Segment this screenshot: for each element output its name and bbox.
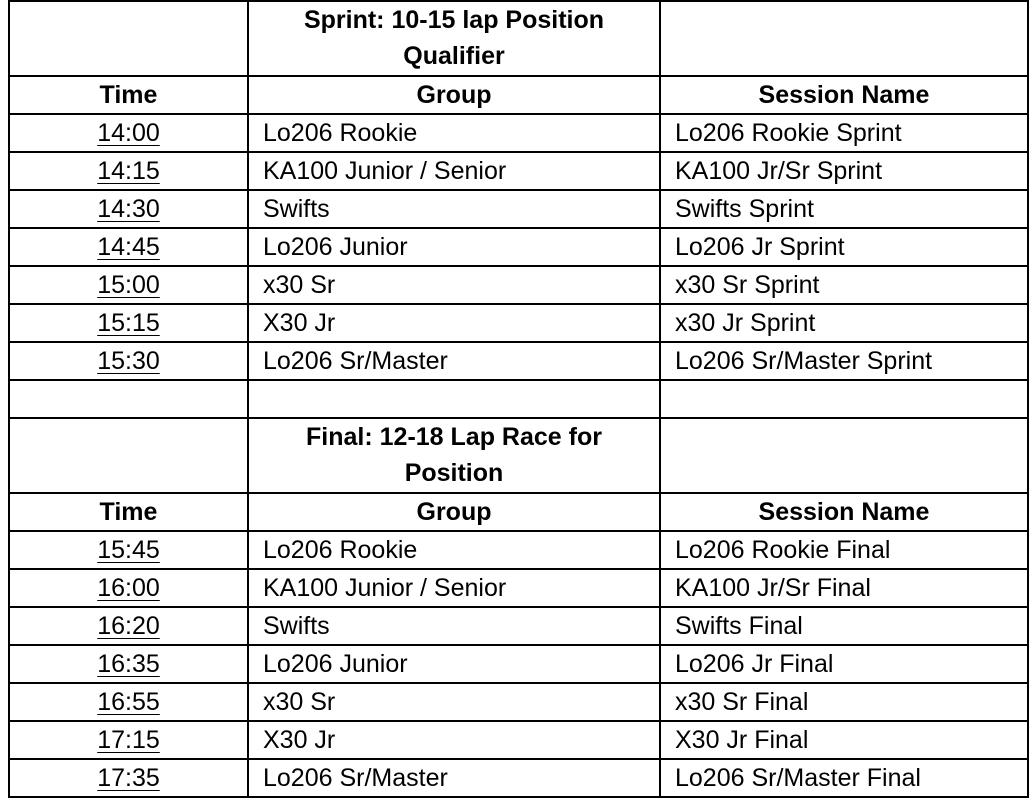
time-link[interactable]: 16:20 [97,612,160,640]
table-row [9,190,1028,228]
group-cell: x30 Sr [248,683,660,721]
final-title-line-2: Position [404,459,504,487]
table-row [9,114,1028,152]
sprint-title-line-1: Sprint: 10-15 lap Position [303,6,605,34]
table-row [9,531,1028,569]
session-name-cell: Lo206 Sr/Master Sprint [660,342,1028,380]
time-cell[interactable] [9,607,248,645]
time-link[interactable]: 16:00 [97,574,160,602]
final-title-line-1: Final: 12-18 Lap Race for [306,423,602,451]
group-cell: Swifts [248,607,660,645]
group-cell: x30 Sr [248,266,660,304]
session-name-column-header: Session Name [660,493,1028,531]
time-link[interactable]: 15:30 [97,347,160,375]
time-cell[interactable] [9,721,248,759]
empty-cell [9,418,248,493]
time-cell[interactable] [9,304,248,342]
session-name-cell: Swifts Final [660,607,1028,645]
empty-cell [660,380,1028,418]
table-row [9,645,1028,683]
group-cell: Lo206 Sr/Master [248,759,660,797]
group-column-header: Group [248,76,660,114]
time-cell[interactable] [9,114,248,152]
group-cell: Lo206 Rookie [248,531,660,569]
time-link[interactable]: 17:15 [97,726,160,754]
table-row [9,683,1028,721]
empty-cell [660,1,1028,76]
spacer-row [9,380,1028,418]
table-row [9,152,1028,190]
sprint-title-row [9,1,1028,76]
group-cell: Lo206 Rookie [248,114,660,152]
race-schedule-table [8,0,1029,798]
time-cell[interactable] [9,531,248,569]
group-cell: Lo206 Sr/Master [248,342,660,380]
session-name-cell: Lo206 Rookie Final [660,531,1028,569]
table-row [9,342,1028,380]
empty-cell [9,1,248,76]
sprint-section-title [248,1,660,76]
session-name-cell: x30 Sr Final [660,683,1028,721]
sprint-title-line-2: Qualifier [403,42,505,70]
session-name-column-header: Session Name [660,76,1028,114]
time-link[interactable]: 14:00 [97,119,160,147]
time-cell[interactable] [9,228,248,266]
sprint-header-row [9,76,1028,114]
table-row [9,304,1028,342]
time-link[interactable]: 14:15 [97,157,160,185]
group-cell: KA100 Junior / Senior [248,152,660,190]
time-cell[interactable] [9,645,248,683]
time-column-header: Time [9,76,248,114]
empty-cell [9,380,248,418]
final-title-row [9,418,1028,493]
time-link[interactable]: 15:00 [97,271,160,299]
table-row [9,569,1028,607]
time-link[interactable]: 14:45 [97,233,160,261]
group-cell: X30 Jr [248,721,660,759]
session-name-cell: Lo206 Jr Sprint [660,228,1028,266]
table-row [9,607,1028,645]
session-name-cell: X30 Jr Final [660,721,1028,759]
time-cell[interactable] [9,266,248,304]
time-cell[interactable] [9,683,248,721]
time-link[interactable]: 16:55 [97,688,160,716]
time-cell[interactable] [9,569,248,607]
empty-cell [660,418,1028,493]
table-row [9,228,1028,266]
empty-cell [248,380,660,418]
time-cell[interactable] [9,342,248,380]
session-name-cell: Lo206 Rookie Sprint [660,114,1028,152]
session-name-cell: KA100 Jr/Sr Sprint [660,152,1028,190]
session-name-cell: KA100 Jr/Sr Final [660,569,1028,607]
time-link[interactable]: 15:15 [97,309,160,337]
time-link[interactable]: 14:30 [97,195,160,223]
session-name-cell: Lo206 Jr Final [660,645,1028,683]
table-row [9,266,1028,304]
group-cell: Lo206 Junior [248,228,660,266]
time-link[interactable]: 17:35 [97,764,160,792]
time-link[interactable]: 16:35 [97,650,160,678]
table-row [9,721,1028,759]
session-name-cell: Lo206 Sr/Master Final [660,759,1028,797]
time-link[interactable]: 15:45 [97,536,160,564]
session-name-cell: Swifts Sprint [660,190,1028,228]
time-cell[interactable] [9,190,248,228]
table-row [9,759,1028,797]
group-cell: Swifts [248,190,660,228]
session-name-cell: x30 Sr Sprint [660,266,1028,304]
group-column-header: Group [248,493,660,531]
time-column-header: Time [9,493,248,531]
group-cell: X30 Jr [248,304,660,342]
time-cell[interactable] [9,152,248,190]
time-cell[interactable] [9,759,248,797]
session-name-cell: x30 Jr Sprint [660,304,1028,342]
group-cell: KA100 Junior / Senior [248,569,660,607]
final-section-title [248,418,660,493]
final-header-row [9,493,1028,531]
group-cell: Lo206 Junior [248,645,660,683]
